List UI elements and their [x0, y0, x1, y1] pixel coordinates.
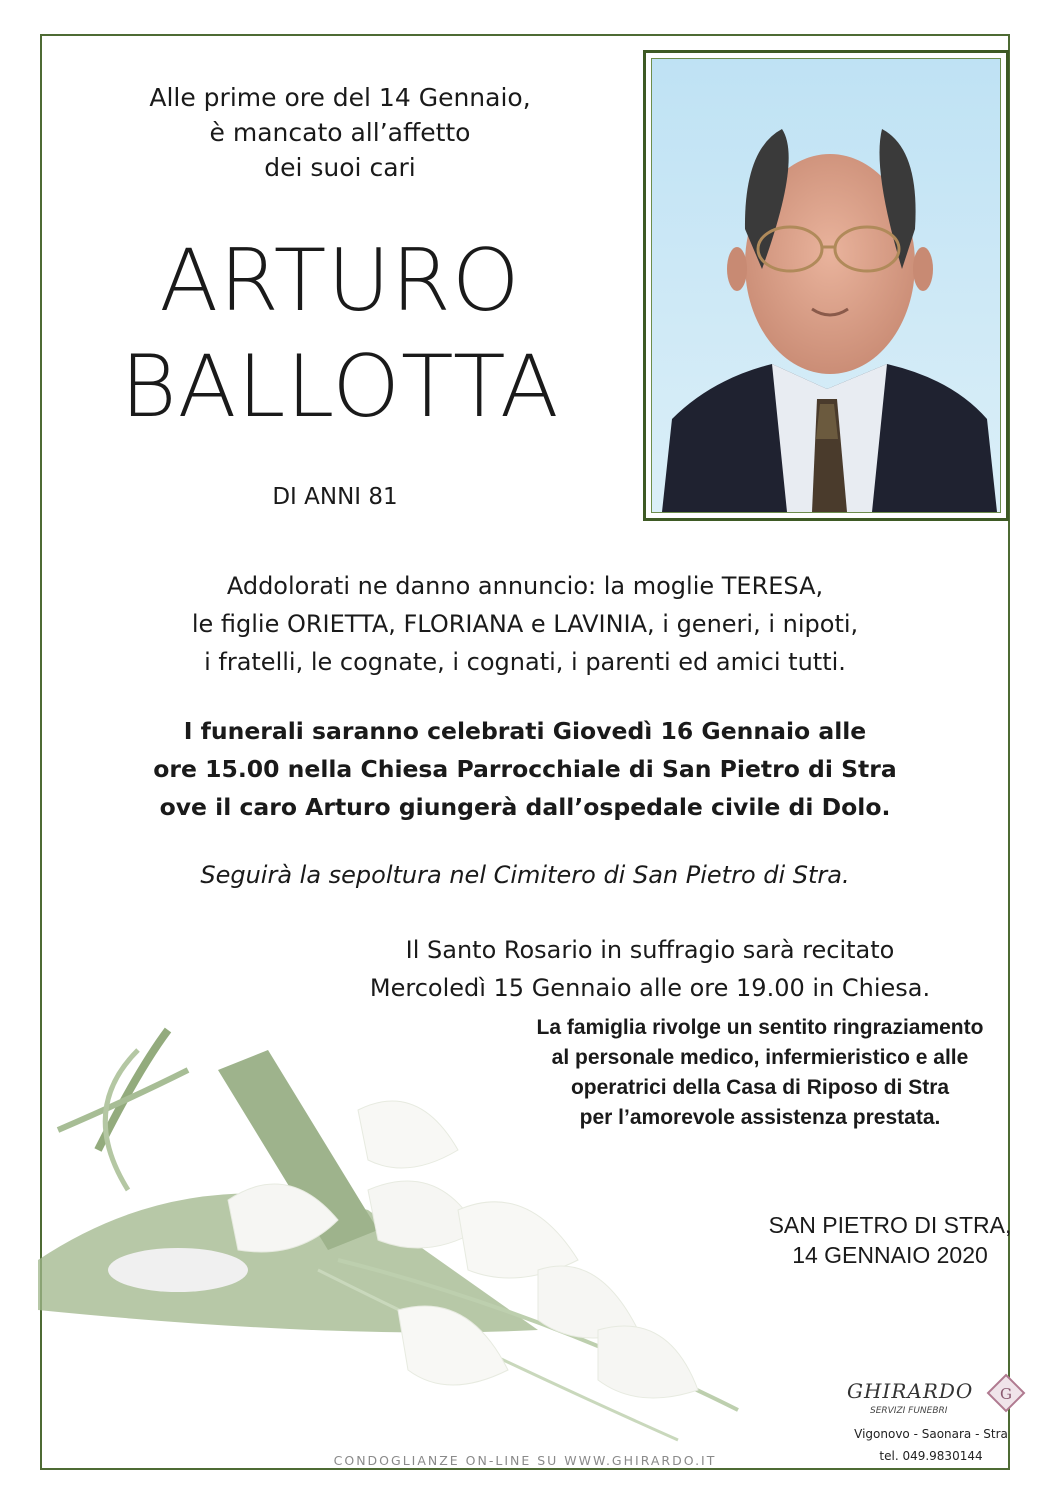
logo-mark-letter: G [1000, 1385, 1012, 1403]
thanks-line: per l’amorevole assistenza prestata. [579, 1106, 941, 1129]
burial-note: Seguirà la sepoltura nel Cimitero di San Pietro di Stra. [200, 861, 850, 889]
funeral-line: ore 15.00 nella Chiesa Parrocchiale di San Pietro di Stra [153, 755, 897, 783]
rosary-line: Il Santo Rosario in suffragio sarà recitato [405, 936, 895, 964]
last-name: BALLOTTA [120, 337, 560, 437]
intro-text [100, 80, 580, 185]
funeral-line: I funerali saranno celebrati Giovedì 16 Gennaio alle [183, 717, 867, 745]
announcement-line: le figlie ORIETTA, FLORIANA e LAVINIA, i generi, i nipoti, [191, 610, 859, 638]
funeral-home-logo [836, 1373, 1036, 1433]
portrait-photo [651, 58, 1001, 513]
intro-line: Alle prime ore del 14 Gennaio, [149, 83, 531, 112]
portrait-illustration [652, 59, 1000, 512]
announcement-line: Addolorati ne danno annuncio: la moglie TERESA, [226, 572, 824, 600]
logo-subtitle: SERVIZI FUNEBRI [870, 1406, 948, 1416]
thanks-line: operatrici della Casa di Riposo di Stra [570, 1076, 950, 1099]
place-date [730, 1210, 1050, 1270]
thanks-line: La famiglia rivolge un sentito ringraziamento [536, 1016, 984, 1039]
rosary-note [300, 931, 1000, 1007]
logo-name: GHIRARDO [847, 1379, 974, 1403]
portrait-frame [643, 50, 1009, 521]
funeral-line: ove il caro Arturo giungerà dall’ospedale civile di Dolo. [159, 793, 891, 821]
date-line: 14 GENNAIO 2020 [792, 1242, 988, 1268]
funeral-details [100, 712, 950, 826]
condolences-link[interactable]: CONDOGLIANZE ON-LINE SU WWW.GHIRARDO.IT [333, 1453, 717, 1468]
rosary-line: Mercoledì 15 Gennaio alle ore 19.00 in Chiesa. [369, 974, 931, 1002]
first-name: ARTURO [159, 231, 521, 331]
deceased-name [110, 228, 570, 440]
thanks-line: al personale medico, infermieristico e alle [551, 1046, 969, 1069]
announcement [100, 567, 950, 681]
announcement-line: i fratelli, le cognate, i cognati, i parenti ed amici tutti. [204, 648, 846, 676]
place-line: SAN PIETRO DI STRA, [768, 1212, 1012, 1238]
thanks-note [480, 1013, 1040, 1133]
intro-line: dei suoi cari [264, 153, 416, 182]
intro-line: è mancato all’affetto [209, 118, 471, 147]
age-label: DI ANNI 81 [272, 484, 398, 510]
funeral-home-phone: tel. 049.9830144 [879, 1449, 983, 1463]
logo-diamond-icon [986, 1373, 1026, 1413]
funeral-home-towns: Vigonovo - Saonara - Stra [854, 1427, 1008, 1441]
